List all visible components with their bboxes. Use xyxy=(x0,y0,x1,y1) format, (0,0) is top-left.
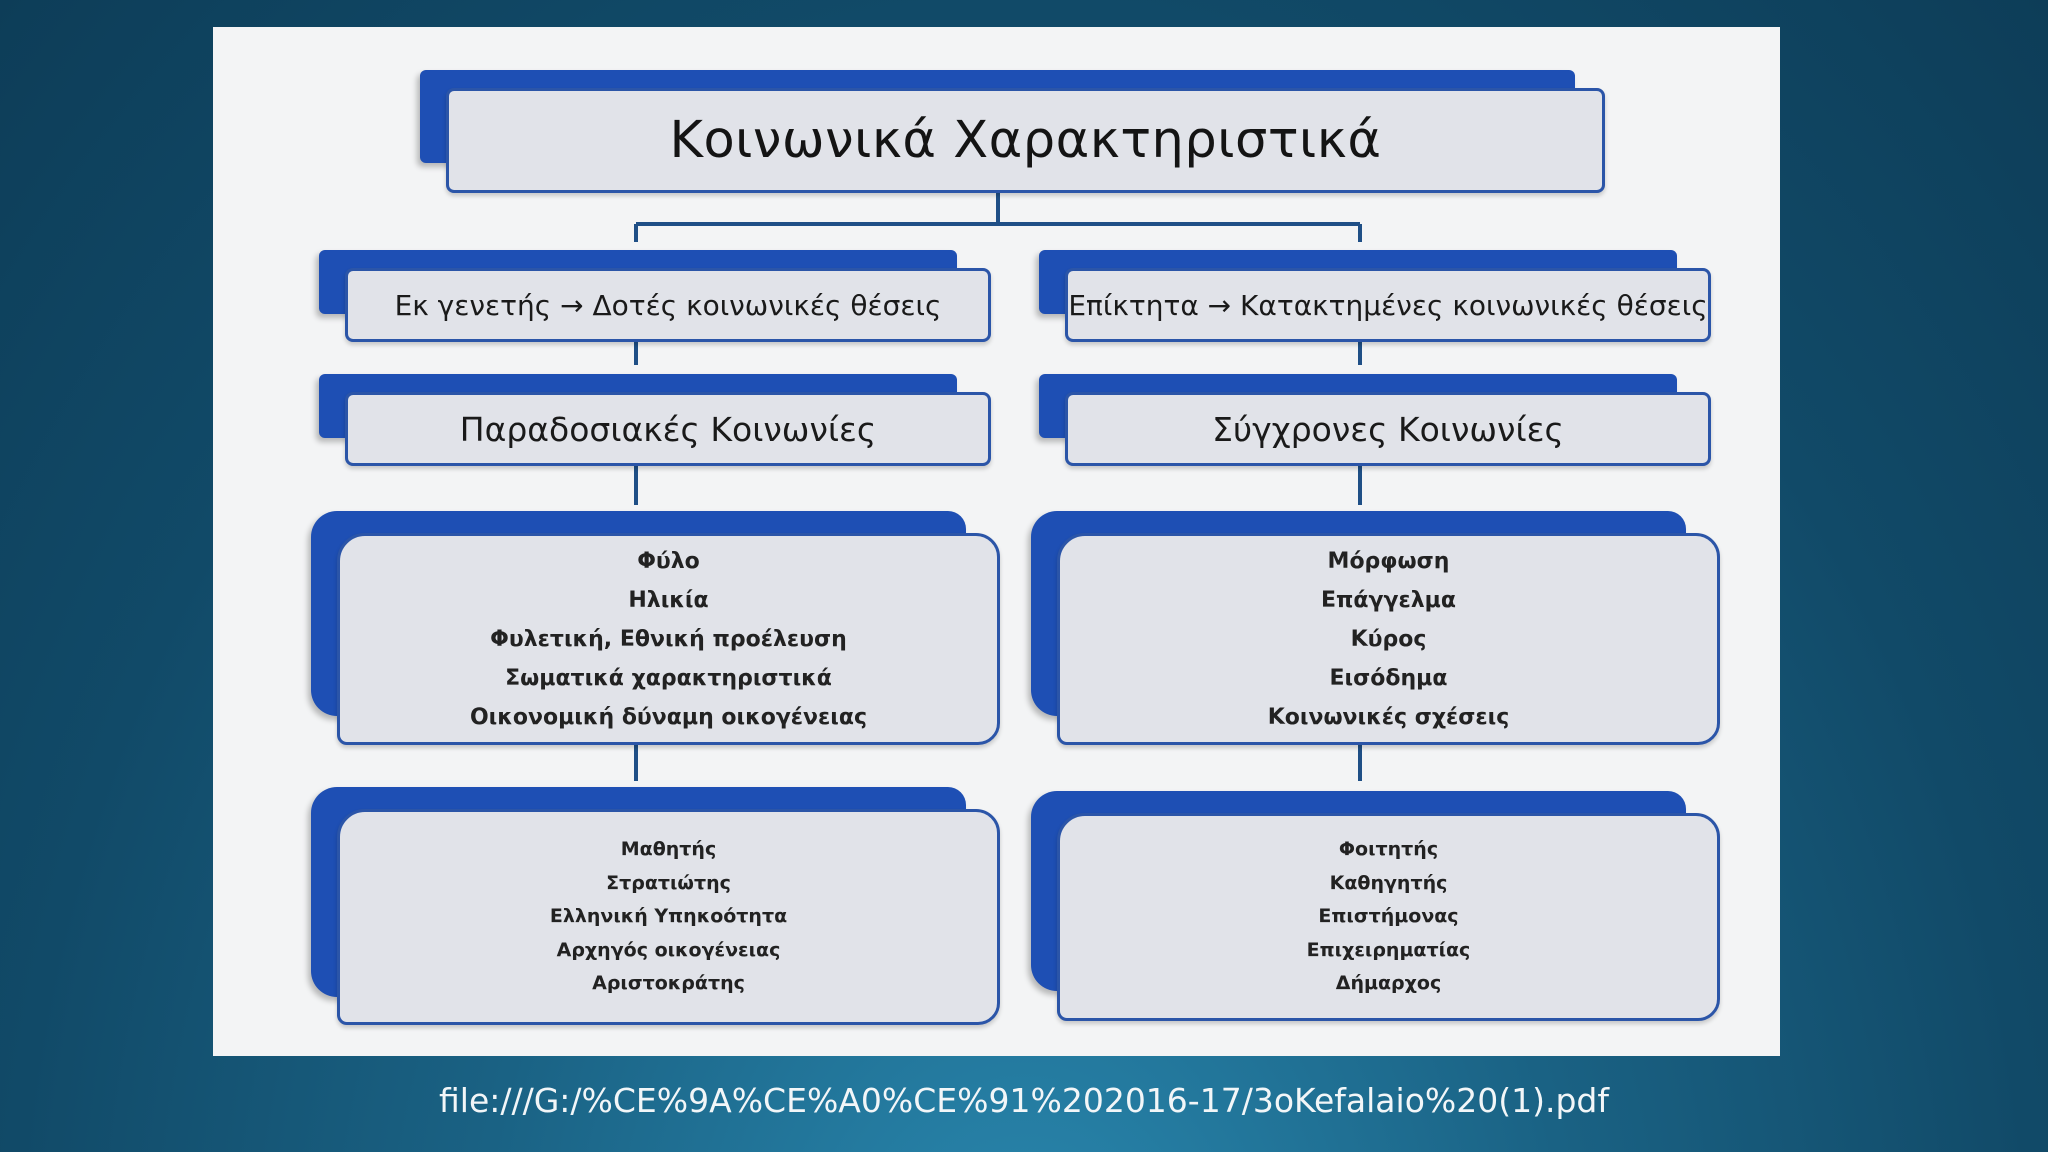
left-subheader-label: Παραδοσιακές Κοινωνίες xyxy=(459,409,877,449)
left-header-face xyxy=(345,268,991,342)
right-trait-item: Μόρφωση xyxy=(1327,548,1450,574)
right-subheader-label: Σύγχρονες Κοινωνίες xyxy=(1212,409,1564,449)
right-header-face xyxy=(1065,268,1711,342)
right-traits-box xyxy=(1031,511,1720,745)
right-examples-box xyxy=(1031,791,1720,1021)
left-traits-box xyxy=(311,511,1000,745)
left-example-item: Μαθητής xyxy=(620,838,717,861)
left-header-box xyxy=(319,250,991,342)
left-example-item: Αριστοκράτης xyxy=(592,972,745,995)
source-link-text: file:///G:/%CE%9A%CE%A0%CE%91%202016-17/3oKefalaio%20(1).pdf xyxy=(438,1081,1609,1120)
right-example-item: Φοιτητής xyxy=(1338,838,1439,861)
left-example-item: Αρχηγός οικογένειας xyxy=(556,938,781,961)
right-header-box xyxy=(1039,250,1711,342)
title-box-face xyxy=(446,88,1605,193)
right-trait-item: Επάγγελμα xyxy=(1321,587,1456,613)
left-trait-item: Φύλο xyxy=(637,548,700,574)
right-example-item: Δήμαρχος xyxy=(1335,972,1442,995)
slide-panel xyxy=(213,27,1780,1056)
left-trait-item: Οικονομική δύναμη οικογένειας xyxy=(469,704,868,730)
left-subheader-face xyxy=(345,392,991,466)
right-example-item: Επιχειρηματίας xyxy=(1306,938,1471,961)
left-subheader-box xyxy=(319,374,991,466)
left-example-item: Ελληνική Υπηκοότητα xyxy=(549,905,788,928)
right-trait-item: Κύρος xyxy=(1350,626,1427,652)
left-examples-box xyxy=(311,787,1000,1025)
left-trait-item: Σωματικά χαρακτηριστικά xyxy=(505,665,832,691)
right-subheader-face xyxy=(1065,392,1711,466)
title-box xyxy=(420,70,1605,193)
left-examples-face xyxy=(337,809,1000,1025)
left-traits-face xyxy=(337,533,1000,745)
right-trait-item: Κοινωνικές σχέσεις xyxy=(1267,704,1510,730)
right-examples-face xyxy=(1057,813,1720,1021)
right-trait-item: Εισόδημα xyxy=(1329,665,1448,691)
left-trait-item: Φυλετική, Εθνική προέλευση xyxy=(490,626,847,652)
left-example-item: Στρατιώτης xyxy=(606,871,731,894)
right-example-item: Καθηγητής xyxy=(1329,871,1448,894)
left-header-label: Εκ γενετής → Δοτές κοινωνικές θέσεις xyxy=(394,288,942,322)
right-subheader-box xyxy=(1039,374,1711,466)
right-header-label: Επίκτητα → Κατακτημένες κοινωνικές θέσεις xyxy=(1068,288,1708,322)
diagram-title: Κοινωνικά Χαρακτηριστικά xyxy=(669,111,1382,170)
left-trait-item: Ηλικία xyxy=(628,587,709,613)
right-traits-face xyxy=(1057,533,1720,745)
right-example-item: Επιστήμονας xyxy=(1318,905,1459,928)
